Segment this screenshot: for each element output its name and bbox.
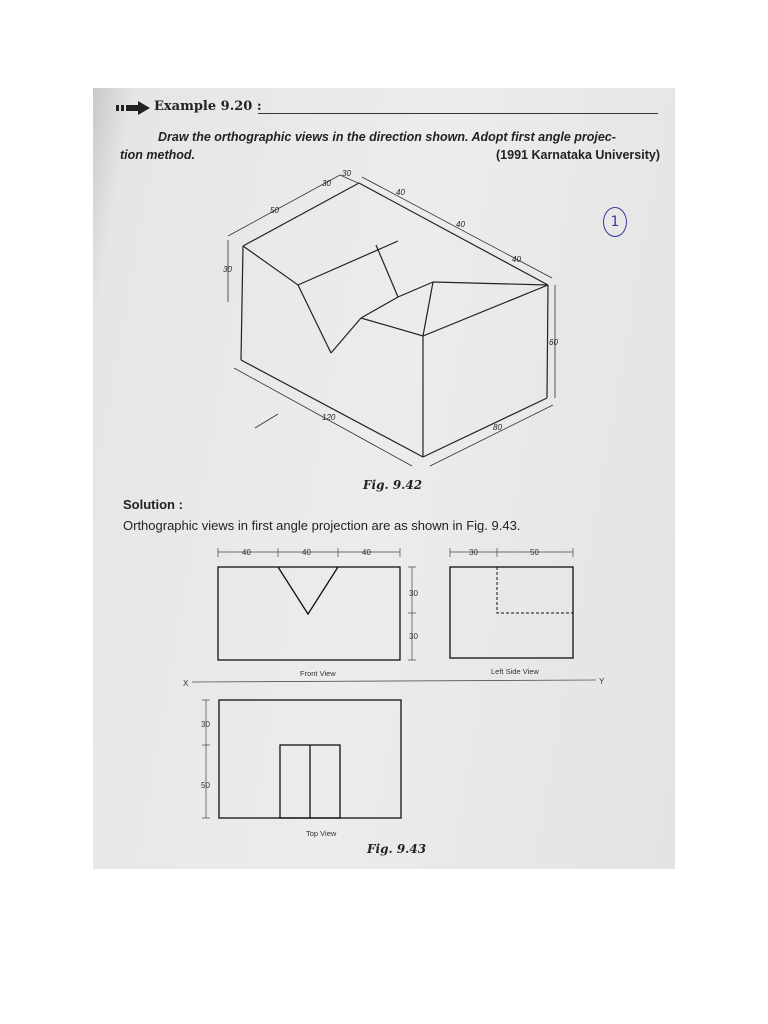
dim-top-b: 30 (342, 169, 351, 178)
handwritten-circle-note: 1 (603, 207, 627, 237)
front-view-label: Front View (300, 669, 336, 678)
instruction-line-2: tion method. (120, 148, 195, 162)
example-label: Example 9.20 : (154, 99, 262, 114)
side-dim-1: 30 (469, 548, 478, 557)
dim-top-a: 30 (322, 179, 331, 188)
side-view-label: Left Side View (491, 667, 539, 676)
top-dim-left-2: 50 (201, 781, 210, 790)
fig-9-43-caption: Fig. 9.43 (367, 842, 427, 856)
top-view-label: Top View (306, 829, 337, 838)
top-dim-left-1: 30 (201, 720, 210, 729)
dim-depth-1: 40 (396, 188, 405, 197)
left-side-view (450, 548, 573, 676)
front-dim-1: 40 (242, 548, 251, 557)
dim-height-right: 60 (549, 338, 558, 347)
front-dim-right-1: 30 (409, 589, 418, 598)
axis-x-label: X (183, 679, 189, 688)
instruction-line-1: Draw the orthographic views in the direction shown. Adopt first angle projec- (158, 130, 616, 144)
problem-source: (1991 Karnataka University) (496, 148, 660, 162)
top-view (201, 700, 401, 838)
fig-9-42-caption: Fig. 9.42 (363, 478, 423, 492)
side-dim-2: 50 (530, 548, 539, 557)
solution-heading: Solution : (123, 497, 183, 512)
dim-length: 120 (322, 413, 336, 422)
front-dim-3: 40 (362, 548, 371, 557)
dim-depth-2: 40 (456, 220, 465, 229)
dim-height-left: 30 (223, 265, 232, 274)
dim-depth-3: 40 (512, 255, 521, 264)
front-dim-2: 40 (302, 548, 311, 557)
solution-text: Orthographic views in first angle projection are as shown in Fig. 9.43. (123, 518, 521, 533)
dim-top-left: 50 (270, 206, 279, 215)
dim-width: 80 (493, 423, 502, 432)
front-dim-right-2: 30 (409, 632, 418, 641)
front-view (218, 548, 418, 678)
axis-y-label: Y (599, 677, 605, 686)
